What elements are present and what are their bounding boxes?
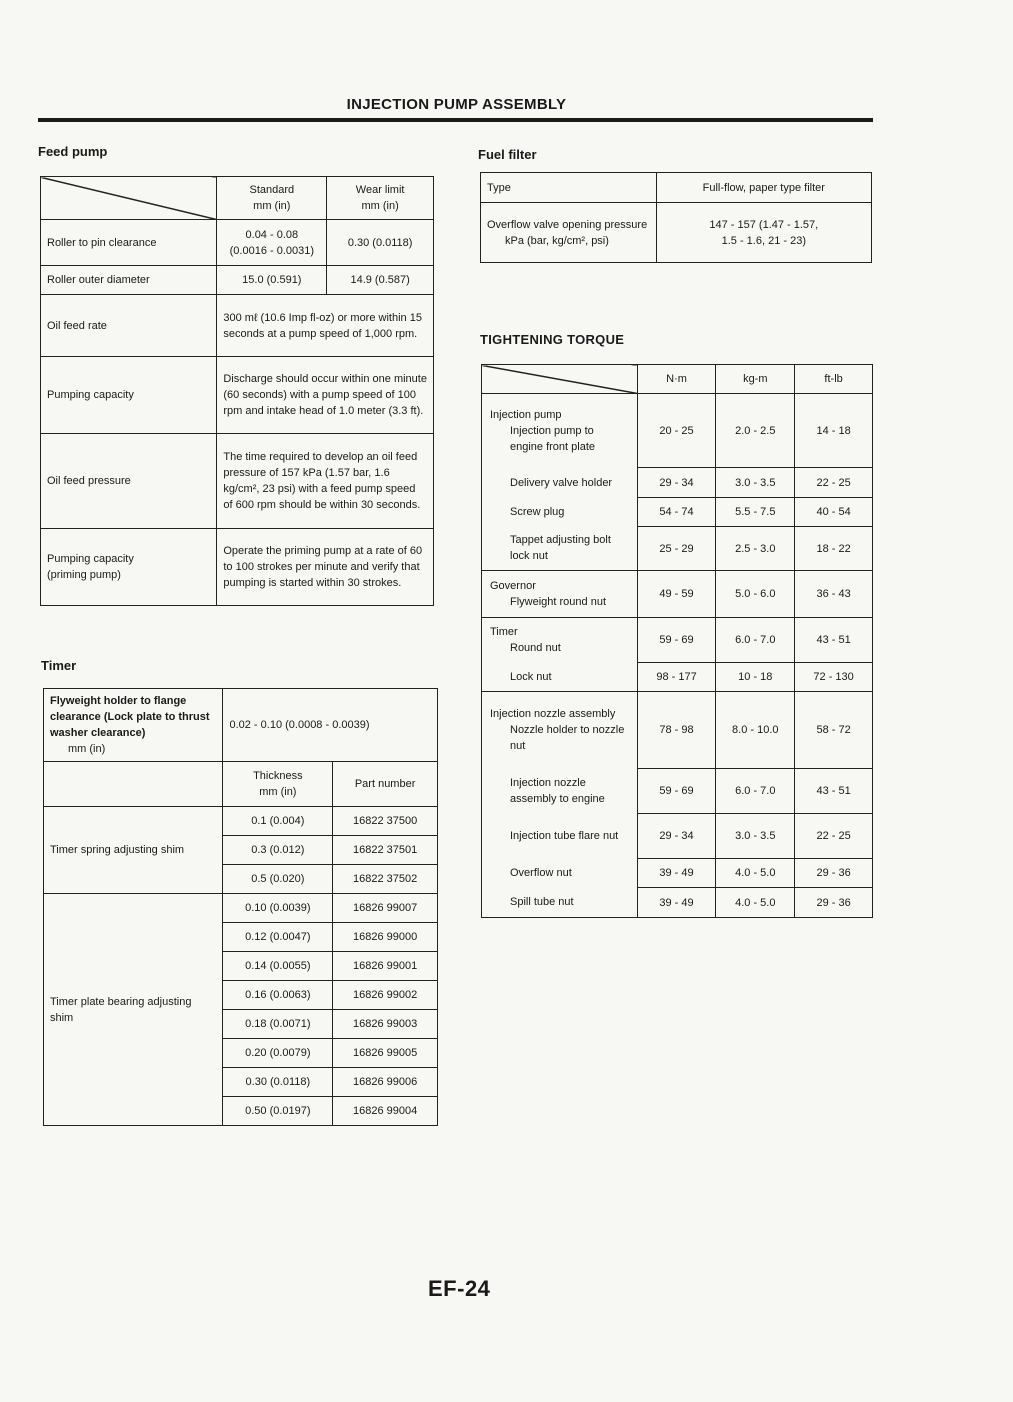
table-row [481, 173, 872, 203]
value-line: 1.5 - 1.6, 21 - 23) [721, 234, 806, 247]
part-number-value: 16822 37502 [333, 865, 438, 894]
row-label: Flyweight holder to flange clearance (Lock plate to thrust washer clearance) [50, 695, 210, 739]
ftlb-value: 36 - 43 [795, 571, 873, 618]
torque-item-label: Spill tube nut [510, 896, 574, 909]
value-line: 147 - 157 (1.47 - 1.57, [709, 218, 819, 231]
torque-label-cell [482, 663, 638, 692]
unit-label: mm (in) [68, 743, 106, 755]
part-number-header: Part number [333, 762, 438, 807]
torque-item-label: Round nut [510, 642, 561, 655]
fuel-filter-heading: Fuel filter [478, 147, 537, 162]
nm-value: 29 - 34 [637, 468, 716, 498]
torque-item-label: Nozzle holder to nozzle nut [510, 724, 625, 753]
ftlb-value: 14 - 18 [795, 394, 873, 468]
nm-value: 59 - 69 [637, 769, 716, 814]
table-row [482, 859, 873, 888]
torque-item-label: Injection pump to engine front plate [510, 424, 596, 453]
row-label [41, 529, 217, 606]
thickness-value: 0.18 (0.0071) [223, 1010, 333, 1039]
label-line: Pumping capacity [47, 553, 134, 565]
torque-item-label: Lock nut [510, 670, 552, 683]
table-row [41, 357, 434, 434]
table-row [482, 394, 873, 468]
value-line: 0.04 - 0.08 [245, 228, 299, 241]
page-number: EF-24 [428, 1276, 491, 1301]
row-value: Operate the priming pump at a rate of 60 to 100 strokes per minute and verify that pumping is started within 30 strokes. [217, 529, 434, 606]
table-header-row [44, 762, 438, 807]
header-diagonal-cell [41, 177, 217, 220]
part-number-value: 16822 37500 [333, 807, 438, 836]
torque-item-label: Delivery valve holder [510, 476, 613, 489]
table-row [482, 571, 873, 618]
table-row [482, 888, 873, 918]
torque-item-label: Flyweight round nut [510, 596, 606, 608]
row-value: The time required to develop an oil feed pressure of 157 kPa (1.57 bar, 1.6 kg/cm², 23 psi) with a feed pump speed of 600 rpm should be within 30 seconds. [217, 434, 434, 529]
thickness-value: 0.50 (0.0197) [223, 1097, 333, 1126]
nm-value: 25 - 29 [637, 527, 716, 571]
thickness-unit: mm (in) [259, 786, 297, 798]
kgm-value: 3.0 - 3.5 [716, 468, 795, 498]
thickness-value: 0.14 (0.0055) [223, 952, 333, 981]
thickness-value: 0.20 (0.0079) [223, 1039, 333, 1068]
table-row [44, 807, 438, 836]
kgm-value: 5.0 - 6.0 [716, 571, 795, 618]
table-row [482, 814, 873, 859]
standard-header [217, 177, 327, 220]
nm-header: N·m [637, 365, 716, 394]
nm-value: 29 - 34 [637, 814, 716, 859]
row-value-cell [656, 203, 871, 263]
table-row [482, 468, 873, 498]
torque-item-label: Overflow nut [510, 867, 572, 879]
ftlb-value: 22 - 25 [795, 468, 873, 498]
kgm-value: 6.0 - 7.0 [716, 618, 795, 663]
torque-group-label: Injection pump [490, 408, 562, 421]
thickness-header [223, 762, 333, 807]
nm-value: 49 - 59 [637, 571, 716, 618]
standard-label: Standard [249, 184, 295, 196]
kgm-value: 5.5 - 7.5 [716, 498, 795, 527]
thickness-value: 0.3 (0.012) [223, 836, 333, 865]
torque-label-cell [482, 468, 638, 498]
timer-table [43, 688, 438, 1126]
ftlb-value: 43 - 51 [795, 769, 873, 814]
thickness-value: 0.12 (0.0047) [223, 923, 333, 952]
kgm-value: 10 - 18 [716, 663, 795, 692]
torque-group-label: Governor [490, 580, 536, 592]
table-row [482, 769, 873, 814]
flyweight-label-cell [44, 689, 223, 762]
table-row [481, 203, 872, 263]
torque-label-cell [482, 527, 638, 571]
standard-value: 15.0 (0.591) [217, 266, 327, 295]
feed-pump-heading: Feed pump [38, 144, 108, 159]
torque-label-cell [482, 498, 638, 527]
table-row [482, 692, 873, 769]
part-number-value: 16826 99007 [333, 894, 438, 923]
nm-value: 59 - 69 [637, 618, 716, 663]
kgm-value: 8.0 - 10.0 [716, 692, 795, 769]
wear-limit-header [327, 177, 434, 220]
table-row [482, 618, 873, 663]
ftlb-value: 58 - 72 [795, 692, 873, 769]
nm-value: 78 - 98 [637, 692, 716, 769]
value-line: (0.0016 - 0.0031) [229, 244, 315, 257]
kgm-value: 4.0 - 5.0 [716, 859, 795, 888]
torque-group-label: Injection nozzle assembly [490, 708, 616, 721]
thickness-label: Thickness [253, 770, 303, 782]
ftlb-value: 29 - 36 [795, 888, 873, 918]
thickness-value: 0.5 (0.020) [223, 865, 333, 894]
thickness-value: 0.1 (0.004) [223, 807, 333, 836]
torque-label-cell [482, 814, 638, 859]
part-number-value: 16822 37501 [333, 836, 438, 865]
row-label: Roller outer diameter [41, 266, 217, 295]
thickness-value: 0.30 (0.0118) [223, 1068, 333, 1097]
nm-value: 98 - 177 [637, 663, 716, 692]
empty-cell [44, 762, 223, 807]
row-value: Discharge should occur within one minute (60 seconds) with a pump speed of 100 rpm and intake head of 1.0 meter (3.3 ft). [217, 357, 434, 434]
nm-value: 20 - 25 [637, 394, 716, 468]
part-number-value: 16826 99001 [333, 952, 438, 981]
ftlb-value: 29 - 36 [795, 859, 873, 888]
page-title: INJECTION PUMP ASSEMBLY [346, 96, 567, 113]
table-row [41, 529, 434, 606]
kgm-value: 3.0 - 3.5 [716, 814, 795, 859]
table-row [44, 689, 438, 762]
wear-value: 14.9 (0.587) [327, 266, 434, 295]
row-label: Roller to pin clearance [41, 220, 217, 266]
table-row [482, 663, 873, 692]
table-row [41, 434, 434, 529]
row-label: Oil feed rate [41, 295, 217, 357]
table-row [482, 498, 873, 527]
part-number-value: 16826 99006 [333, 1068, 438, 1097]
wear-value: 0.30 (0.0118) [327, 220, 434, 266]
shim-group-label: Timer spring adjusting shim [44, 807, 223, 894]
torque-label-cell [482, 618, 638, 663]
thickness-value: 0.16 (0.0063) [223, 981, 333, 1010]
row-label: Overflow valve opening pressure [487, 218, 648, 231]
torque-item-label: Tappet adjusting bolt lock nut [510, 534, 611, 563]
table-row [41, 295, 434, 357]
torque-item-label: Screw plug [510, 506, 565, 518]
standard-unit: mm (in) [253, 200, 291, 212]
torque-label-cell [482, 571, 638, 618]
torque-label-cell [482, 692, 638, 769]
row-label: Oil feed pressure [41, 434, 217, 529]
table-row [41, 266, 434, 295]
kgm-value: 4.0 - 5.0 [716, 888, 795, 918]
shim-group-label: Timer plate bearing adjusting shim [44, 894, 223, 1126]
table-row [44, 894, 438, 923]
torque-table [481, 364, 873, 918]
row-value: 0.02 - 0.10 (0.0008 - 0.0039) [223, 689, 438, 762]
torque-item-label: Injection tube flare nut [510, 830, 619, 842]
ftlb-value: 72 - 130 [795, 663, 873, 692]
label-line: (priming pump) [47, 569, 121, 581]
plate-shim-rows [44, 894, 438, 1126]
part-number-value: 16826 99003 [333, 1010, 438, 1039]
row-value: 300 mℓ (10.6 Imp fl-oz) or more within 15 seconds at a pump speed of 1,000 rpm. [217, 295, 434, 357]
part-number-value: 16826 99002 [333, 981, 438, 1010]
ftlb-value: 22 - 25 [795, 814, 873, 859]
spring-shim-rows [44, 807, 438, 894]
unit-label: kPa (bar, kg/cm², psi) [505, 234, 609, 247]
torque-heading: TIGHTENING TORQUE [480, 332, 625, 347]
nm-value: 39 - 49 [637, 888, 716, 918]
timer-heading: Timer [41, 658, 77, 673]
nm-value: 54 - 74 [637, 498, 716, 527]
torque-label-cell [482, 769, 638, 814]
table-row [41, 220, 434, 266]
header-diagonal-cell [482, 365, 638, 394]
title-rule [38, 118, 873, 122]
torque-label-cell [482, 888, 638, 918]
torque-label-cell [482, 859, 638, 888]
kgm-header: kg-m [716, 365, 795, 394]
ftlb-value: 18 - 22 [795, 527, 873, 571]
torque-group-label: Timer [490, 626, 518, 639]
row-value: Full-flow, paper type filter [656, 173, 871, 203]
ftlb-header: ft-lb [795, 365, 873, 394]
wear-limit-unit: mm (in) [361, 200, 399, 212]
ftlb-value: 43 - 51 [795, 618, 873, 663]
kgm-value: 2.0 - 2.5 [716, 394, 795, 468]
row-label: Type [481, 173, 657, 203]
nm-value: 39 - 49 [637, 859, 716, 888]
standard-value [217, 220, 327, 266]
part-number-value: 16826 99005 [333, 1039, 438, 1068]
kgm-value: 2.5 - 3.0 [716, 527, 795, 571]
wear-limit-label: Wear limit [355, 184, 405, 196]
torque-label-cell [482, 394, 638, 468]
part-number-value: 16826 99004 [333, 1097, 438, 1126]
row-label: Pumping capacity [41, 357, 217, 434]
part-number-value: 16826 99000 [333, 923, 438, 952]
torque-item-label: Injection nozzle assembly to engine [510, 777, 605, 805]
table-row [482, 527, 873, 571]
thickness-value: 0.10 (0.0039) [223, 894, 333, 923]
feed-pump-table [40, 176, 434, 606]
row-label-cell [481, 203, 657, 263]
fuel-filter-table [480, 172, 872, 263]
ftlb-value: 40 - 54 [795, 498, 873, 527]
kgm-value: 6.0 - 7.0 [716, 769, 795, 814]
